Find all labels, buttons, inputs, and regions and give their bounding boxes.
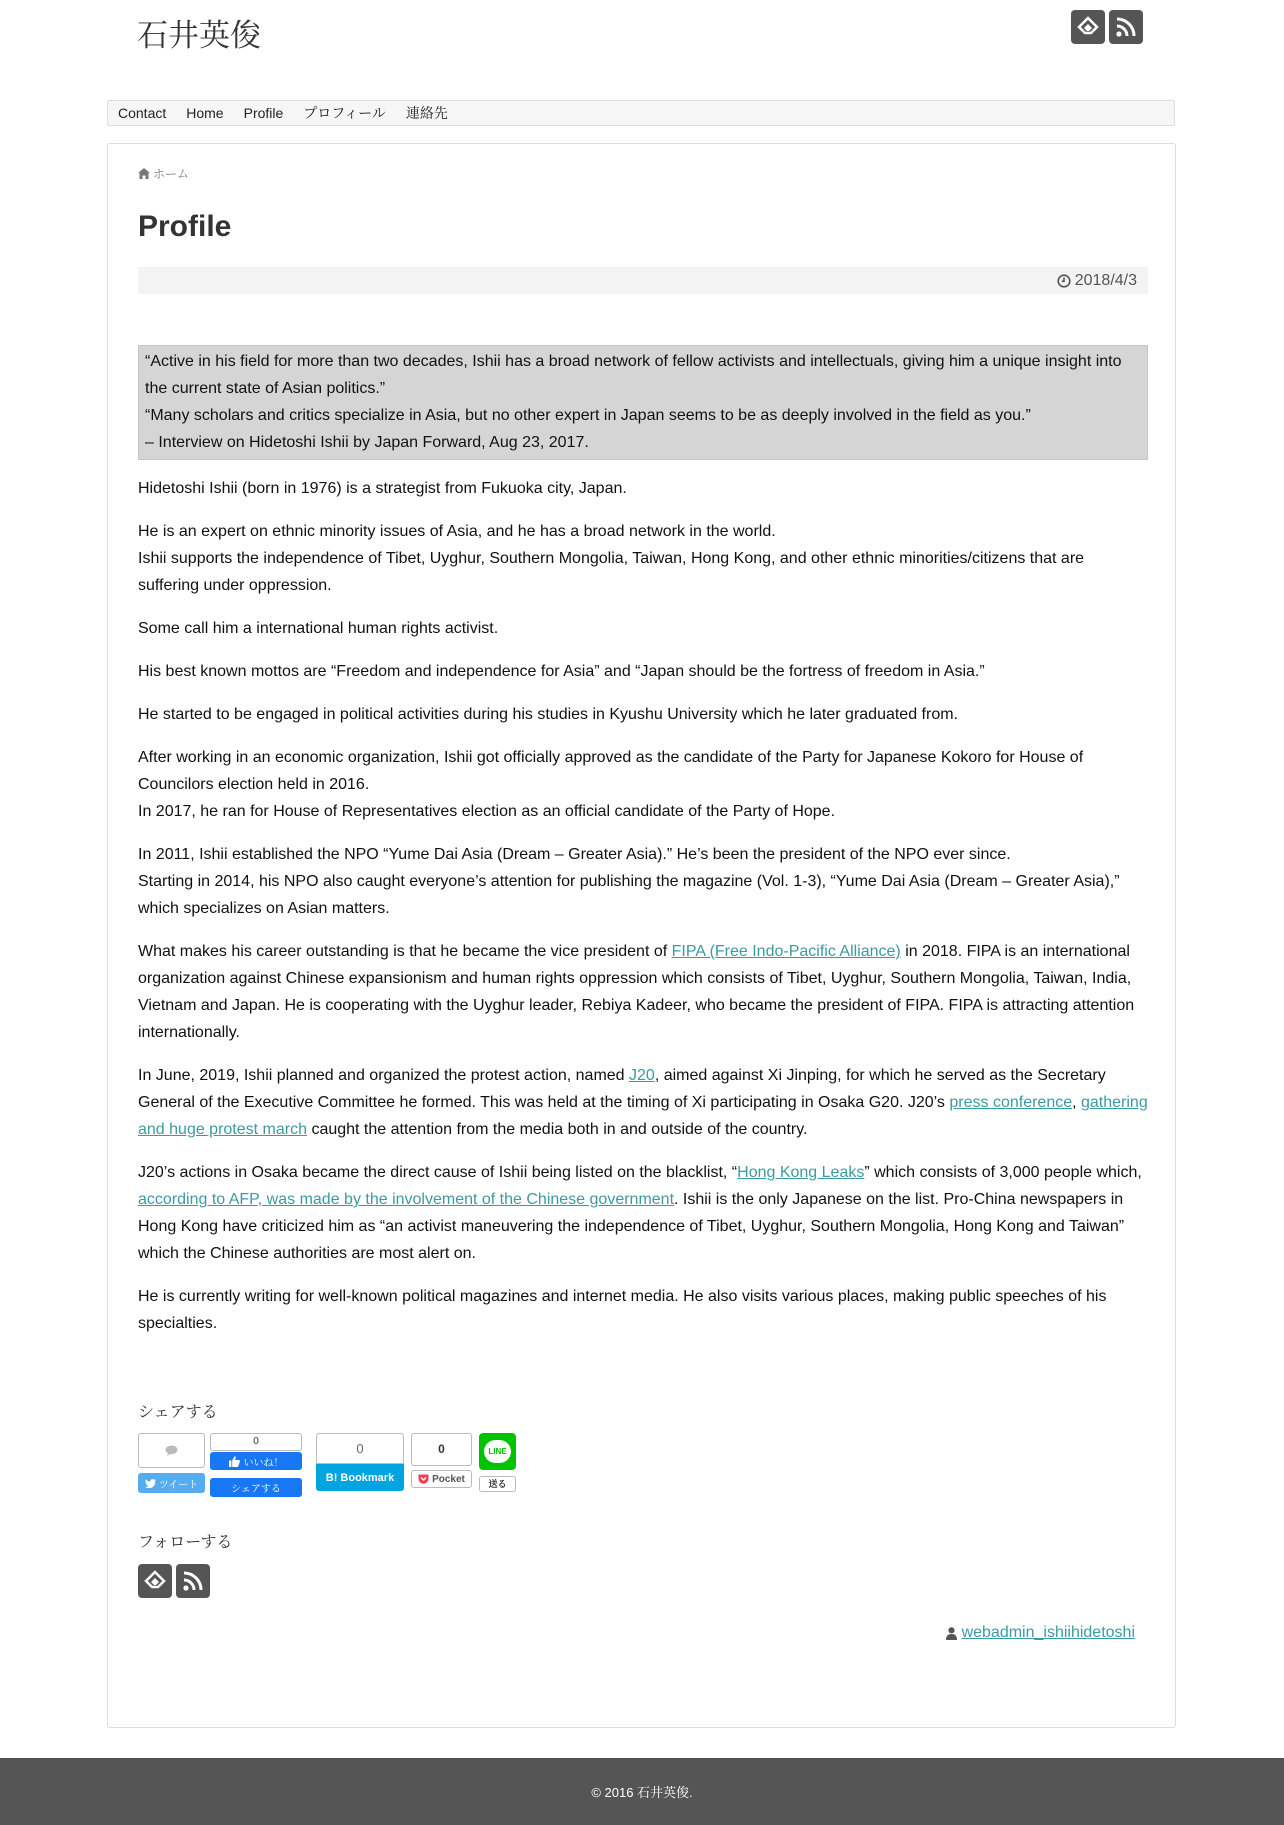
page-title: Profile bbox=[138, 210, 232, 243]
text-line: After working in an economic organization, Ishii got officially approved as the candidate of the Party for Japanese Kokoro for House of Councilors election held in 2016. bbox=[138, 749, 1084, 793]
pocket-label: Pocket bbox=[432, 1473, 465, 1485]
paragraph bbox=[138, 1062, 1148, 1143]
paragraph bbox=[138, 518, 1148, 599]
text-run: , bbox=[1072, 1094, 1081, 1111]
line-logo-text: LINE bbox=[488, 1447, 507, 1456]
breadcrumb-home-link[interactable]: ホーム bbox=[153, 167, 190, 181]
hatena-label: Bookmark bbox=[340, 1471, 395, 1484]
paragraph: Some call him a international human rights activist. bbox=[138, 620, 499, 637]
post-date: 2018/4/3 bbox=[1074, 271, 1137, 289]
site-header bbox=[0, 0, 1284, 100]
share-buttons bbox=[138, 1433, 538, 1503]
paragraph bbox=[138, 1159, 1148, 1267]
facebook-like-label: いいね！ bbox=[243, 1457, 284, 1469]
line-send-label: 送る bbox=[488, 1479, 507, 1489]
fipa-link[interactable]: FIPA (Free Indo-Pacific Alliance) bbox=[671, 943, 901, 960]
tweet-button[interactable] bbox=[138, 1473, 205, 1493]
tweet-label: ツイート bbox=[158, 1479, 199, 1491]
paragraph bbox=[138, 938, 1148, 1046]
paragraph: His best known mottos are “Freedom and independence for Asia” and “Japan should be the fortress of freedom in Asia.” bbox=[138, 663, 985, 680]
header-follow-icons bbox=[1071, 10, 1143, 44]
follow-icons bbox=[138, 1564, 210, 1598]
text-run: , aimed against Xi Jinping, for which he served as the Secretary General of the Executive Committee he formed. This was held at the timing of Xi participating in Osaka G20. J20’s bbox=[138, 1067, 1106, 1111]
site-title[interactable]: 石井英俊 bbox=[137, 18, 261, 54]
tweet-count-box[interactable] bbox=[138, 1433, 205, 1468]
nav-item-profile-jp[interactable]: プロフィール bbox=[303, 105, 386, 121]
nav-item-profile[interactable]: Profile bbox=[243, 105, 284, 121]
hatena-icon: B! bbox=[325, 1471, 338, 1484]
facebook-share-label: シェアする bbox=[231, 1484, 281, 1495]
hatena-count: 0 bbox=[356, 1441, 364, 1456]
pocket-count-box bbox=[411, 1433, 472, 1466]
text-run: What makes his career outstanding is that he became the vice president of bbox=[138, 943, 672, 960]
text-line: In 2011, Ishii established the NPO “Yume Dai Asia (Dream – Greater Asia).” He’s been the president of the NPO ever since. bbox=[138, 846, 1011, 863]
clock-icon bbox=[1057, 274, 1071, 288]
pocket-button[interactable] bbox=[411, 1470, 472, 1488]
facebook-like-button[interactable] bbox=[210, 1452, 302, 1470]
rss-icon[interactable] bbox=[1109, 10, 1143, 44]
article-card bbox=[107, 143, 1176, 1728]
blockquote bbox=[138, 345, 1148, 460]
user-icon bbox=[946, 1627, 957, 1640]
paragraph bbox=[138, 744, 1148, 825]
rss-icon[interactable] bbox=[176, 1564, 210, 1598]
text-line: In 2017, he ran for House of Representatives election as an official candidate of the Party of Hope. bbox=[138, 803, 836, 820]
protest-march-link[interactable]: gathering and huge protest march bbox=[138, 1094, 1148, 1138]
pocket-icon bbox=[418, 1474, 429, 1484]
share-title: シェアする bbox=[138, 1402, 218, 1421]
text-run: in 2018. FIPA is an international organization against Chinese expansionism and human rights oppression which consists of Tibet, Uyghur, Southern Mongolia, Taiwan, India, Vietnam and Japan. He is cooperating with the Uyghur leader, Rebiya Kadeer, who became the president of FIPA. FIPA is attracting attention internationally. bbox=[138, 943, 1135, 1041]
home-icon bbox=[138, 168, 150, 179]
text-run: ” which consists of 3,000 people which, bbox=[864, 1164, 1142, 1181]
j20-link[interactable]: J20 bbox=[629, 1067, 655, 1084]
press-conference-link[interactable]: press conference bbox=[949, 1094, 1073, 1111]
paragraph: Hidetoshi Ishii (born in 1976) is a strategist from Fukuoka city, Japan. bbox=[138, 480, 627, 497]
author-link[interactable]: webadmin_ishiihidetoshi bbox=[961, 1624, 1135, 1641]
line-send-button[interactable] bbox=[479, 1476, 516, 1492]
text-run: caught the attention from the media both in and outside of the country. bbox=[307, 1121, 808, 1138]
follow-title: フォローする bbox=[138, 1532, 233, 1551]
quote-line: “Active in his field for more than two decades, Ishii has a broad network of fellow activists and intellectuals, giving him a unique insight into the current state of Asian politics.” bbox=[145, 353, 1122, 397]
comment-icon bbox=[165, 1445, 178, 1456]
line-button[interactable] bbox=[479, 1433, 516, 1470]
facebook-count-box bbox=[210, 1433, 302, 1451]
paragraph bbox=[138, 841, 1148, 922]
hatena-count-box bbox=[316, 1433, 404, 1464]
text-line: Ishii supports the independence of Tibet, Uyghur, Southern Mongolia, Taiwan, Hong Kong, and other ethnic minorities/citizens that are suffering under oppression. bbox=[138, 550, 1085, 594]
quote-line: “Many scholars and critics specialize in Asia, but no other expert in Japan seems to be as deeply involved in the field as you.” bbox=[145, 407, 1031, 424]
twitter-icon bbox=[145, 1479, 156, 1488]
author-info bbox=[946, 1624, 1135, 1642]
facebook-count: 0 bbox=[253, 1436, 259, 1447]
quote-line: – Interview on Hidetoshi Ishii by Japan Forward, Aug 23, 2017. bbox=[145, 434, 589, 451]
nav-item-contact-jp[interactable]: 連絡先 bbox=[405, 105, 448, 121]
text-line: He is an expert on ethnic minority issues of Asia, and he has a broad network in the world. bbox=[138, 523, 776, 540]
pocket-count: 0 bbox=[438, 1442, 445, 1456]
line-logo bbox=[484, 1440, 511, 1463]
site-footer bbox=[0, 1758, 1284, 1825]
text-run: J20’s actions in Osaka became the direct cause of Ishii being listed on the blacklist, “ bbox=[138, 1164, 738, 1181]
main-nav bbox=[107, 100, 1175, 126]
nav-item-contact[interactable]: Contact bbox=[118, 105, 167, 121]
text-run: . Ishii is the only Japanese on the list. Pro-China newspapers in Hong Kong have criticized him as “an activist maneuvering the independence of Tibet, Uyghur, Southern Mongolia, Hong Kong and Taiwan” which the Chinese authorities are most alert on. bbox=[138, 1191, 1125, 1262]
feedly-icon[interactable] bbox=[138, 1564, 172, 1598]
article-body bbox=[138, 345, 1148, 1353]
hatena-bookmark-button[interactable] bbox=[316, 1464, 404, 1491]
hong-kong-leaks-link[interactable]: Hong Kong Leaks bbox=[737, 1164, 865, 1181]
text-line: Starting in 2014, his NPO also caught everyone’s attention for publishing the magazine (Vol. 1-3), “Yume Dai Asia (Dream – Greater Asia),” which specializes on Asian matters. bbox=[138, 873, 1120, 917]
facebook-share-button[interactable] bbox=[210, 1478, 302, 1497]
nav-item-home[interactable]: Home bbox=[186, 105, 224, 121]
afp-link[interactable]: according to AFP, was made by the involvement of the Chinese government bbox=[138, 1191, 675, 1208]
breadcrumb bbox=[138, 165, 189, 182]
thumbs-up-icon bbox=[229, 1456, 240, 1467]
post-date-bar bbox=[138, 267, 1148, 294]
text-run: In June, 2019, Ishii planned and organized the protest action, named bbox=[138, 1067, 630, 1084]
paragraph: He started to be engaged in political activities during his studies in Kyushu University which he later graduated from. bbox=[138, 706, 958, 723]
copyright: © 2016 石井英俊. bbox=[591, 1785, 693, 1800]
feedly-icon[interactable] bbox=[1071, 10, 1105, 44]
paragraph: He is currently writing for well-known political magazines and internet media. He also visits various places, making public speeches of his specialties. bbox=[138, 1288, 1107, 1332]
